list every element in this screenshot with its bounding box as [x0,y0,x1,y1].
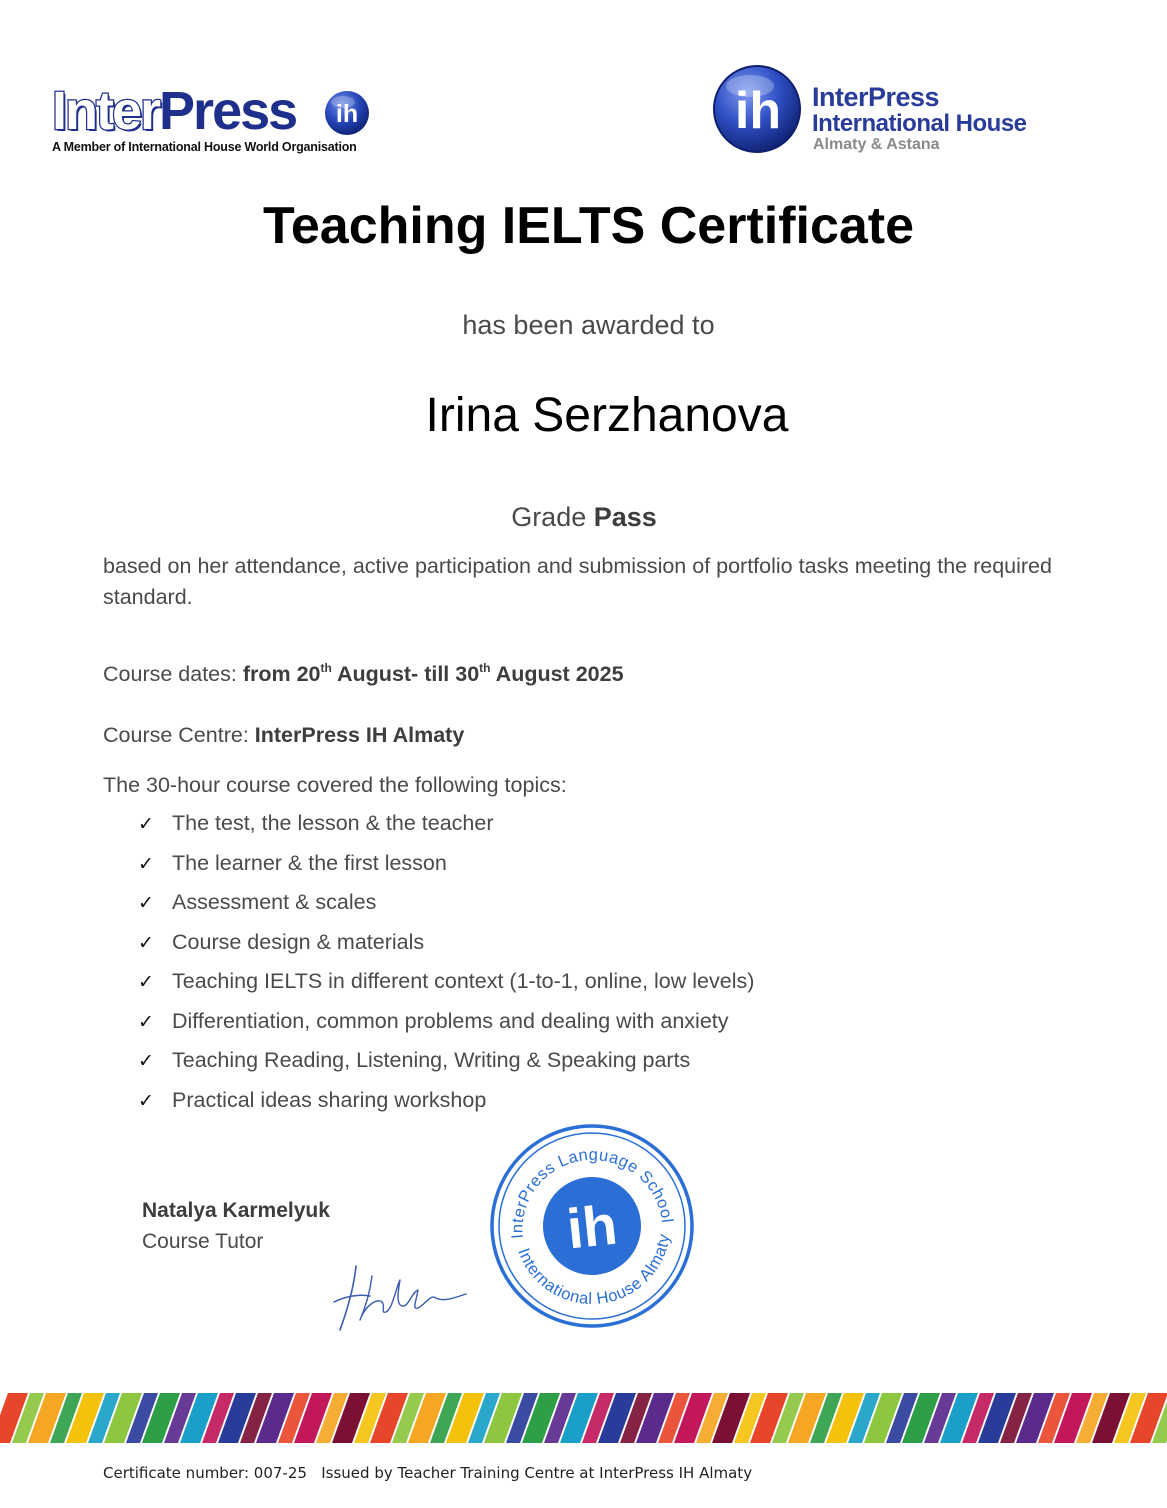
logo-line-international-house: International House [812,110,1027,137]
decorative-ribbon [0,1390,1167,1446]
grade-label: Grade [511,502,587,532]
topics-intro: The 30-hour course covered the following topics: [103,773,567,797]
svg-text:ih: ih [734,82,782,140]
list-item: ✓ Teaching Reading, Listening, Writing & Speaking parts [138,1048,691,1072]
checkmark-icon: ✓ [138,1050,154,1072]
course-dates-label: Course dates: [103,662,237,686]
list-item: ✓ The test, the lesson & the teacher [138,811,494,835]
checkmark-icon: ✓ [138,892,154,914]
logo-line-cities: Almaty & Astana [813,136,940,153]
grade-line [0,502,1167,533]
interpress-wordmark: InterPress [52,81,297,141]
checkmark-icon: ✓ [138,852,154,875]
certificate-title: Teaching IELTS Certificate [262,197,915,255]
stamp-top-text: InterPress Language School [508,1145,677,1240]
tutor-role: Course Tutor [142,1230,264,1253]
checkmark-icon: ✓ [138,1010,154,1033]
course-dates [103,662,624,687]
tutor-name: Natalya Karmelyuk [142,1199,330,1222]
list-item: ✓ Practical ideas sharing workshop [138,1087,487,1112]
interpress-logo-left [52,81,382,160]
course-centre [103,723,464,748]
stamp-bottom-text: International House Almaty [514,1232,674,1309]
school-stamp [484,1118,700,1334]
certificate-footer [103,1464,752,1482]
signature-icon [326,1258,476,1338]
svg-text:ih: ih [335,100,359,128]
checkmark-icon: ✓ [138,1089,154,1112]
course-centre-value: InterPress IH Almaty [254,723,465,747]
list-item: ✓ Assessment & scales [138,890,377,914]
topics-list [138,811,754,1127]
course-dates-value: from 20th August- till 30th August 2025 [242,661,624,686]
ih-ball-icon [324,90,370,136]
grade-value: Pass [593,502,657,532]
list-item: ✓ Differentiation, common problems and dealing with anxiety [138,1008,729,1033]
checkmark-icon: ✓ [138,813,154,835]
checkmark-icon: ✓ [138,931,154,954]
logo-tagline: A Member of International House World Organisation [52,140,357,154]
certificate-number: Certificate number: 007-25 [103,1464,307,1482]
list-item: ✓ Course design & materials [138,929,425,954]
recipient-name: Irina Serzhanova [425,389,789,442]
list-item: ✓ Teaching IELTS in different context (1-to-1, online, low levels) [138,969,755,993]
awarded-text: has been awarded to [462,310,715,340]
issued-by: Issued by Teacher Training Centre at InterPress IH Almaty [321,1464,753,1482]
interpress-ih-logo-right [712,64,1042,156]
ih-ball-icon [712,64,802,154]
logo-line-interpress: InterPress [812,82,940,112]
list-item: ✓ The learner & the first lesson [138,850,447,875]
stamp-badge: ih [564,1192,621,1261]
award-basis: based on her attendance, active participation and submission of portfolio tasks meeting the required standard. [103,554,1052,609]
course-centre-label: Course Centre: [103,723,249,747]
checkmark-icon: ✓ [138,971,154,993]
